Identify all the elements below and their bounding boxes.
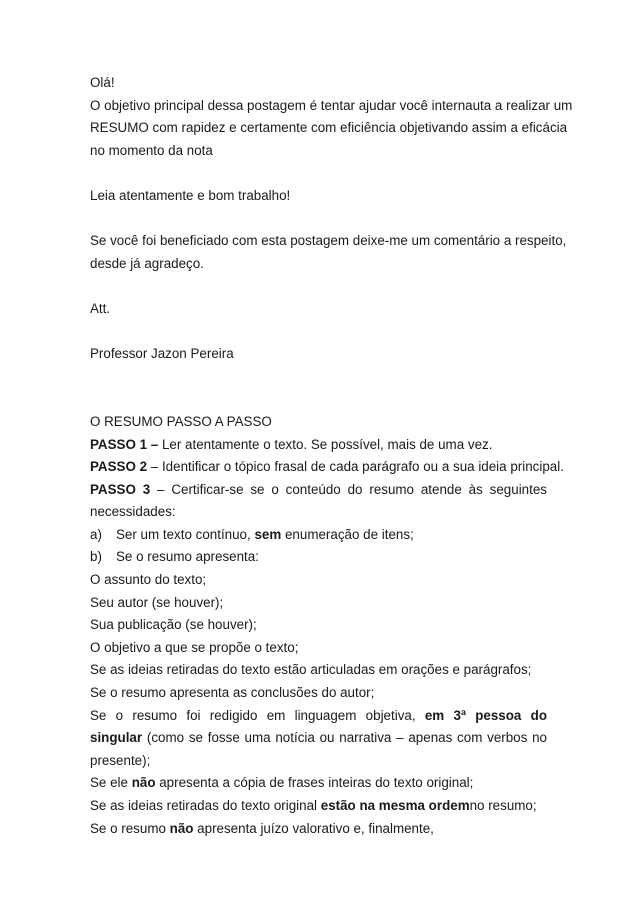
- step-2-label: PASSO 2: [90, 459, 148, 475]
- request-paragraph-line-2: desde já agradeço.: [90, 255, 204, 271]
- criterion-7-line-1: [90, 705, 547, 728]
- step-1-text: Ler atentamente o texto. Se possível, mais de uma vez.: [158, 436, 493, 452]
- criterion-8-bold: não: [131, 775, 156, 791]
- criterion-10-bold: não: [169, 820, 194, 836]
- criterion-3: Sua publicação (se houver);: [90, 617, 257, 633]
- list-marker-b: b): [90, 549, 102, 565]
- greeting: Olá!: [90, 75, 115, 90]
- criterion-7-bold-2: singular: [90, 730, 143, 746]
- criterion-8-text-post: apresenta a cópia de frases inteiras do texto original;: [155, 775, 474, 791]
- signature: Professor Jazon Pereira: [90, 346, 234, 362]
- list-item-a-bold: sem: [254, 526, 282, 542]
- list-item-a-text-pre: Ser um texto contínuo,: [116, 526, 255, 542]
- criterion-8: [90, 772, 547, 795]
- step-1-label: PASSO 1 –: [90, 436, 159, 452]
- criterion-9: [90, 795, 547, 818]
- criterion-9-bold: estão na mesma ordem: [320, 798, 470, 813]
- closing: Att.: [90, 300, 111, 316]
- criterion-7-line-2: [90, 727, 547, 750]
- criterion-10-text-post: apresenta juízo valorativo e, finalmente,: [193, 820, 434, 836]
- list-item-a-text-post: enumeração de itens;: [281, 526, 414, 542]
- intro-paragraph-line-2: RESUMO com rapidez e certamente com eficiência objetivando assim a eficácia: [90, 120, 568, 136]
- criterion-7-bold: em 3ª pessoa do: [424, 707, 547, 723]
- document-page: [90, 72, 573, 840]
- criterion-9-text-pre: Se as ideias retiradas do texto original: [90, 798, 321, 813]
- step-2-text: – Identificar o tópico frasal de cada parágrafo ou a sua ideia principal.: [147, 459, 564, 475]
- step-2: [90, 456, 564, 479]
- criterion-10: [90, 818, 547, 841]
- criterion-1: O assunto do texto;: [90, 572, 207, 588]
- step-3: [90, 479, 547, 502]
- steps-heading: O RESUMO PASSO A PASSO: [90, 413, 272, 429]
- step-3-label: PASSO 3: [90, 481, 151, 497]
- criterion-7-text-post: (como se fosse uma notícia ou narrativa – apenas com verbos no: [142, 730, 547, 746]
- instruction-paragraph: Leia atentamente e bom trabalho!: [90, 187, 291, 203]
- criterion-5: Se as ideias retiradas do texto estão articuladas em orações e parágrafos;: [90, 662, 532, 678]
- criterion-2: Seu autor (se houver);: [90, 594, 224, 610]
- criterion-8-text-pre: Se ele: [90, 775, 132, 791]
- step-3-continuation: necessidades:: [90, 504, 176, 520]
- list-item-b-text: Se o resumo apresenta:: [116, 549, 259, 565]
- step-3-text: – Certificar-se se o conteúdo do resumo atende às seguintes: [150, 481, 547, 497]
- criterion-10-text-pre: Se o resumo: [90, 820, 170, 836]
- criterion-9-text-post: no resumo;: [469, 798, 537, 813]
- list-item-b: [90, 546, 547, 569]
- intro-paragraph-line-3: no momento da nota: [90, 142, 213, 158]
- intro-paragraph-line-1: O objetivo principal dessa postagem é tentar ajudar você internauta a realizar um: [90, 97, 573, 113]
- list-item-a: [90, 524, 547, 547]
- criterion-4: O objetivo a que se propõe o texto;: [90, 639, 299, 655]
- list-marker-a: a): [90, 526, 102, 542]
- criterion-7-line-3: presente);: [90, 752, 151, 768]
- step-1: [90, 434, 547, 457]
- request-paragraph-line-1: Se você foi beneficiado com esta postagem deixe-me um comentário a respeito,: [90, 233, 567, 249]
- criterion-6: Se o resumo apresenta as conclusões do autor;: [90, 685, 375, 701]
- criterion-7-text-pre: Se o resumo foi redigido em linguagem objetiva,: [90, 707, 425, 723]
